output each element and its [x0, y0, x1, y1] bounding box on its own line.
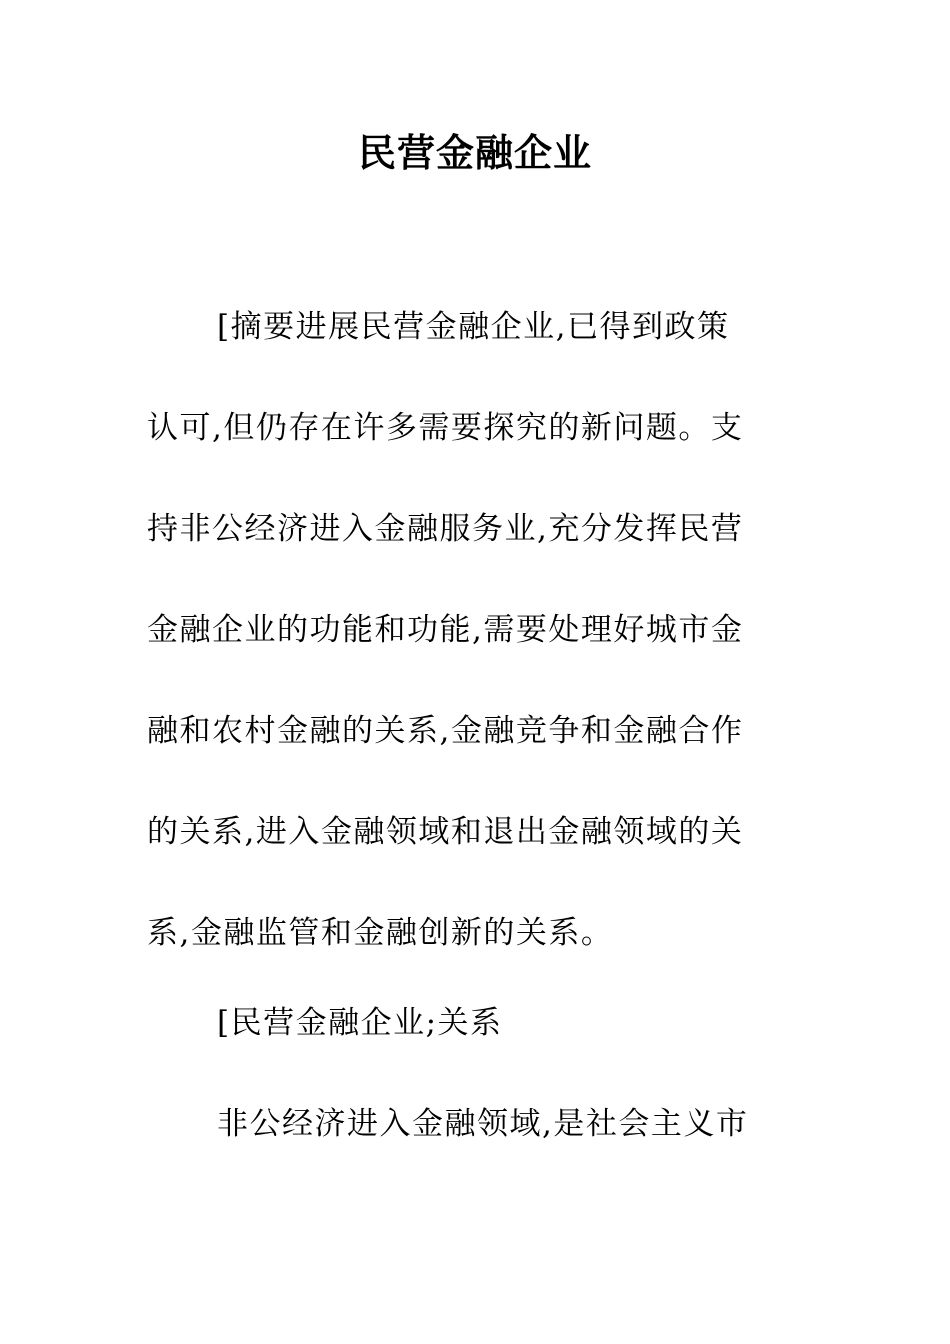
- abstract-line: 融和农村金融的关系,金融竞争和金融合作: [147, 713, 744, 749]
- abstract-paragraph: [147, 302, 797, 1009]
- abstract-line: 认可,但仍存在许多需要探究的新问题。支: [147, 410, 744, 446]
- body-paragraph: [147, 1099, 797, 1200]
- abstract-line: [摘要进展民营金融企业,已得到政策: [217, 309, 730, 345]
- keywords-line: [民营金融企业;关系: [217, 1005, 503, 1041]
- keywords-paragraph: [147, 998, 797, 1099]
- document-title: 民营金融企业: [357, 130, 592, 175]
- abstract-line: 金融企业的功能和功能,需要处理好城市金: [147, 612, 744, 648]
- abstract-line: 的关系,进入金融领域和退出金融领域的关: [147, 814, 744, 850]
- abstract-line: 系,金融监管和金融创新的关系。: [147, 915, 614, 951]
- body-line: 非公经济进入金融领域,是社会主义市: [217, 1106, 749, 1142]
- abstract-line: 持非公经济进入金融服务业,充分发挥民营: [147, 511, 744, 547]
